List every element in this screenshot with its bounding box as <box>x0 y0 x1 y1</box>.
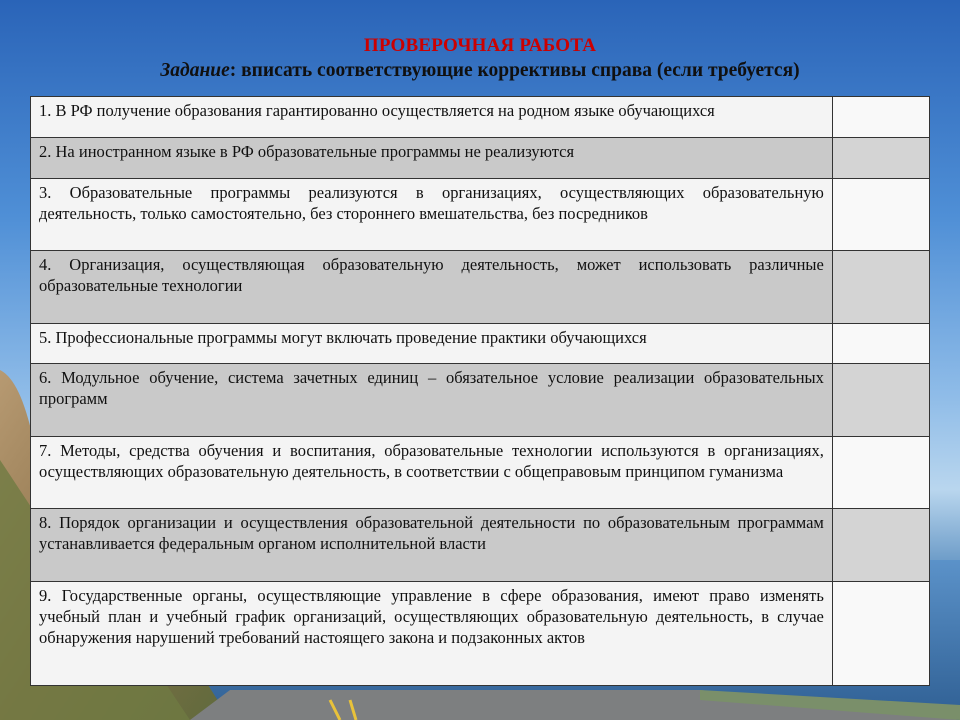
page-title: ПРОВЕРОЧНАЯ РАБОТА <box>363 35 597 56</box>
table-row <box>31 323 930 364</box>
statements-table <box>30 96 930 686</box>
correction-cell[interactable] <box>832 251 929 323</box>
correction-cell[interactable] <box>832 178 929 250</box>
correction-cell[interactable] <box>832 364 929 436</box>
statement-text: 3. Образовательные программы реализуются в организациях, осуществляющих образовательную деятельность, только самостоятельно, без стороннего вмешательства, без посредников <box>31 178 833 250</box>
correction-cell[interactable] <box>832 323 929 364</box>
correction-cell[interactable] <box>832 509 929 581</box>
statement-text: 1. В РФ получение образования гарантированно осуществляется на родном языке обучающихся <box>31 97 833 138</box>
statement-text: 5. Профессиональные программы могут включать проведение практики обучающихся <box>31 323 833 364</box>
table-row <box>31 509 930 581</box>
table-row <box>31 364 930 436</box>
table-row <box>31 436 930 508</box>
task-text: : вписать соответствующие коррективы справа (если требуется) <box>229 60 800 81</box>
table-row <box>31 137 930 178</box>
table-row <box>31 178 930 250</box>
correction-cell[interactable] <box>832 581 929 685</box>
table-row <box>31 581 930 685</box>
correction-cell[interactable] <box>832 436 929 508</box>
task-label: Задание <box>160 60 230 81</box>
task-instruction <box>0 58 960 84</box>
statement-text: 2. На иностранном языке в РФ образовательные программы не реализуются <box>31 137 833 178</box>
table-row <box>31 251 930 323</box>
header <box>0 34 960 84</box>
statement-text: 6. Модульное обучение, система зачетных единиц – обязательное условие реализации образовательных программ <box>31 364 833 436</box>
statement-text: 7. Методы, средства обучения и воспитания, образовательные технологии используются в организациях, осуществляющих образовательную деятельность, в соответствии с общеправовым принципом гуманизма <box>31 436 833 508</box>
statement-text: 4. Организация, осуществляющая образовательную деятельность, может использовать различные образовательные технологии <box>31 251 833 323</box>
statement-text: 9. Государственные органы, осуществляющие управление в сфере образования, имеют право изменять учебный план и учебный график организаций, осуществляющих образовательную деятельность, в случае обнаружения нарушений требований настоящего закона и подзаконных актов <box>31 581 833 685</box>
correction-cell[interactable] <box>832 137 929 178</box>
correction-cell[interactable] <box>832 97 929 138</box>
table-row <box>31 97 930 138</box>
statement-text: 8. Порядок организации и осуществления образовательной деятельности по образовательным программам устанавливается федеральным органом исполнительной власти <box>31 509 833 581</box>
